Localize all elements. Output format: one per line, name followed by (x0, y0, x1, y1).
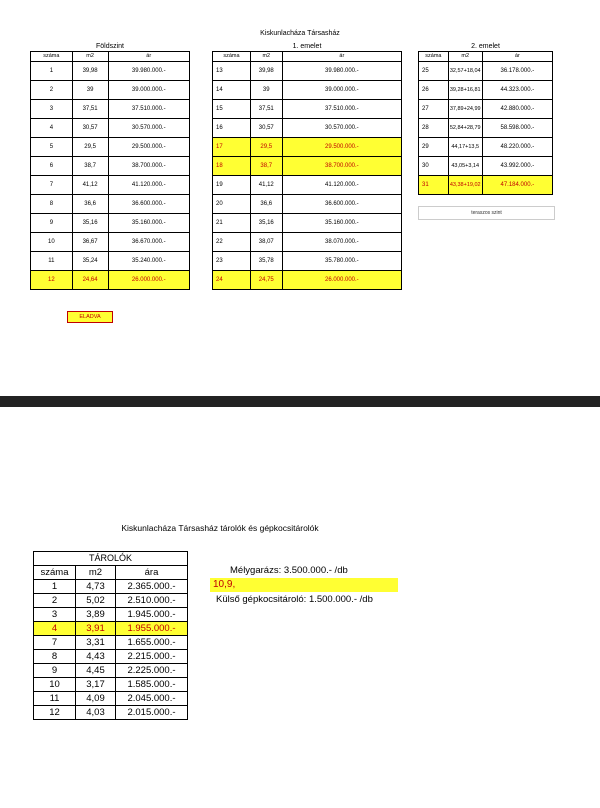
section-first-floor: 1. emelet (292, 43, 322, 50)
unit-number: 1 (31, 62, 73, 81)
unit-number: 11 (31, 252, 73, 271)
unit-price: 44.323.000.- (482, 81, 552, 100)
storage-area: 4,45 (76, 664, 116, 678)
unit-area-sold: 43,38+19,02 (448, 176, 482, 195)
unit-area: 52,84+28,79 (448, 119, 482, 138)
unit-number: 25 (419, 62, 449, 81)
col-header-price: ár (282, 52, 401, 62)
storage-table (33, 551, 188, 720)
unit-number: 10 (31, 233, 73, 252)
unit-price: 30.570.000.- (108, 119, 190, 138)
col-header-number: száma (419, 52, 449, 62)
unit-price: 30.570.000.- (282, 119, 401, 138)
unit-area-sold: 38,7 (250, 157, 282, 176)
unit-area: 39 (250, 81, 282, 100)
col-header-area: m2 (250, 52, 282, 62)
unit-number-sold: 31 (419, 176, 449, 195)
col-header-number: száma (213, 52, 251, 62)
storage-area: 4,09 (76, 692, 116, 706)
storage-area: 3,17 (76, 678, 116, 692)
unit-area: 39 (72, 81, 108, 100)
storage-number: 2 (34, 594, 76, 608)
underground-garage-price: Mélygarázs: 3.500.000.- /db (230, 565, 348, 576)
unit-number: 13 (213, 62, 251, 81)
storage-area: 5,02 (76, 594, 116, 608)
unit-area: 36,67 (72, 233, 108, 252)
unit-number: 26 (419, 81, 449, 100)
unit-number: 8 (31, 195, 73, 214)
unit-number: 20 (213, 195, 251, 214)
storage-price: 2.365.000.- (116, 580, 188, 594)
unit-area: 41,12 (250, 176, 282, 195)
unit-price-sold: 26.000.000.- (282, 271, 401, 290)
unit-number: 4 (31, 119, 73, 138)
unit-price: 41.120.000.- (282, 176, 401, 195)
unit-area-sold: 24,64 (72, 271, 108, 290)
unit-price: 58.598.000.- (482, 119, 552, 138)
unit-area: 37,51 (250, 100, 282, 119)
unit-price: 36.600.000.- (108, 195, 190, 214)
unit-price: 38.070.000.- (282, 233, 401, 252)
unit-area: 44,17+13,5 (448, 138, 482, 157)
unit-price: 35.240.000.- (108, 252, 190, 271)
unit-price: 36.670.000.- (108, 233, 190, 252)
unit-number: 30 (419, 157, 449, 176)
col-header-area: m2 (76, 566, 116, 580)
col-header-number: száma (34, 566, 76, 580)
unit-area: 41,12 (72, 176, 108, 195)
unit-price: 35.780.000.- (282, 252, 401, 271)
unit-area: 39,98 (250, 62, 282, 81)
unit-area: 32,57+18,04 (448, 62, 482, 81)
unit-number: 22 (213, 233, 251, 252)
unit-area-sold: 29,5 (250, 138, 282, 157)
unit-price: 37.510.000.- (108, 100, 190, 119)
col-header-price: ára (116, 566, 188, 580)
unit-number: 6 (31, 157, 73, 176)
section-second-floor: 2. emelet (471, 43, 500, 50)
unit-area: 35,16 (250, 214, 282, 233)
unit-number: 3 (31, 100, 73, 119)
unit-price: 39.000.000.- (108, 81, 190, 100)
unit-price-sold: 38.700.000.- (282, 157, 401, 176)
col-header-number: száma (31, 52, 73, 62)
unit-number: 15 (213, 100, 251, 119)
storage-price: 1.655.000.- (116, 636, 188, 650)
storage-price: 2.510.000.- (116, 594, 188, 608)
unit-price-sold: 47.184.000.- (482, 176, 552, 195)
unit-price: 42.880.000.- (482, 100, 552, 119)
ground-floor-table (30, 51, 190, 290)
unit-number: 23 (213, 252, 251, 271)
storage-area: 4,43 (76, 650, 116, 664)
storage-number: 10 (34, 678, 76, 692)
unit-area: 30,57 (250, 119, 282, 138)
storage-area: 3,89 (76, 608, 116, 622)
unit-price: 39.980.000.- (108, 62, 190, 81)
storage-number: 12 (34, 706, 76, 720)
unit-number: 2 (31, 81, 73, 100)
storage-number: 9 (34, 664, 76, 678)
unit-price: 43.992.000.- (482, 157, 552, 176)
unit-number: 14 (213, 81, 251, 100)
unit-area: 39,98 (72, 62, 108, 81)
unit-number: 28 (419, 119, 449, 138)
unit-area: 37,51 (72, 100, 108, 119)
unit-number: 9 (31, 214, 73, 233)
storage-number: 3 (34, 608, 76, 622)
unit-number-sold: 24 (213, 271, 251, 290)
unit-price: 41.120.000.- (108, 176, 190, 195)
storage-price: 1.945.000.- (116, 608, 188, 622)
unit-area-sold: 24,75 (250, 271, 282, 290)
storage-number-sold: 4 (34, 622, 76, 636)
unit-area: 43,05+3,14 (448, 157, 482, 176)
sold-legend-badge: ELADVA (67, 311, 113, 323)
unit-number: 16 (213, 119, 251, 138)
unit-price: 36.600.000.- (282, 195, 401, 214)
section-ground-floor: Földszint (95, 43, 124, 50)
unit-number: 27 (419, 100, 449, 119)
storage-area: 4,03 (76, 706, 116, 720)
unit-price: 29.500.000.- (108, 138, 190, 157)
col-header-area: m2 (448, 52, 482, 62)
unit-price: 35.160.000.- (282, 214, 401, 233)
unit-price: 48.220.000.- (482, 138, 552, 157)
col-header-area: m2 (72, 52, 108, 62)
storage-price: 2.215.000.- (116, 650, 188, 664)
document-title: Kiskunlacháza Társasház (260, 30, 340, 37)
storage-area: 3,31 (76, 636, 116, 650)
storage-title: Kiskunlacháza Társasház tárolók és gépkocsitárolók (121, 523, 319, 533)
unit-price-sold: 29.500.000.- (282, 138, 401, 157)
unit-area: 35,16 (72, 214, 108, 233)
unit-area: 38,7 (72, 157, 108, 176)
second-floor-table (418, 51, 553, 195)
storage-number: 1 (34, 580, 76, 594)
unit-number: 29 (419, 138, 449, 157)
unit-number: 19 (213, 176, 251, 195)
unit-area: 39,28+16,81 (448, 81, 482, 100)
storage-area: 4,73 (76, 580, 116, 594)
unit-price: 39.000.000.- (282, 81, 401, 100)
unit-number: 7 (31, 176, 73, 195)
unit-number: 21 (213, 214, 251, 233)
unit-area: 35,78 (250, 252, 282, 271)
storage-price-sold: 1.955.000.- (116, 622, 188, 636)
unit-number-sold: 12 (31, 271, 73, 290)
storage-price: 2.015.000.- (116, 706, 188, 720)
unit-area: 35,24 (72, 252, 108, 271)
storage-number: 11 (34, 692, 76, 706)
unit-price: 35.160.000.- (108, 214, 190, 233)
terrace-level-note: teraszos szint (418, 206, 555, 220)
unit-price: 39.980.000.- (282, 62, 401, 81)
storage-area-sold: 3,91 (76, 622, 116, 636)
unit-area: 37,89+24,99 (448, 100, 482, 119)
unit-price: 38.700.000.- (108, 157, 190, 176)
storage-price: 2.045.000.- (116, 692, 188, 706)
page-divider (0, 396, 600, 407)
unit-number-sold: 17 (213, 138, 251, 157)
unit-number-sold: 18 (213, 157, 251, 176)
unit-area: 38,07 (250, 233, 282, 252)
unit-price: 36.178.000.- (482, 62, 552, 81)
storage-number: 7 (34, 636, 76, 650)
highlighted-garage-numbers: 10,9, (210, 578, 398, 592)
storage-price: 2.225.000.- (116, 664, 188, 678)
unit-area: 36,6 (250, 195, 282, 214)
storage-caption: TÁROLÓK (34, 552, 188, 566)
unit-price-sold: 26.000.000.- (108, 271, 190, 290)
unit-area: 36,6 (72, 195, 108, 214)
outdoor-garage-price: Külső gépkocsitároló: 1.500.000.- /db (216, 594, 373, 605)
storage-number: 8 (34, 650, 76, 664)
unit-price: 37.510.000.- (282, 100, 401, 119)
unit-number: 5 (31, 138, 73, 157)
col-header-price: ár (482, 52, 552, 62)
storage-price: 1.585.000.- (116, 678, 188, 692)
unit-area: 30,57 (72, 119, 108, 138)
col-header-price: ár (108, 52, 190, 62)
unit-area: 29,5 (72, 138, 108, 157)
first-floor-table (212, 51, 402, 290)
